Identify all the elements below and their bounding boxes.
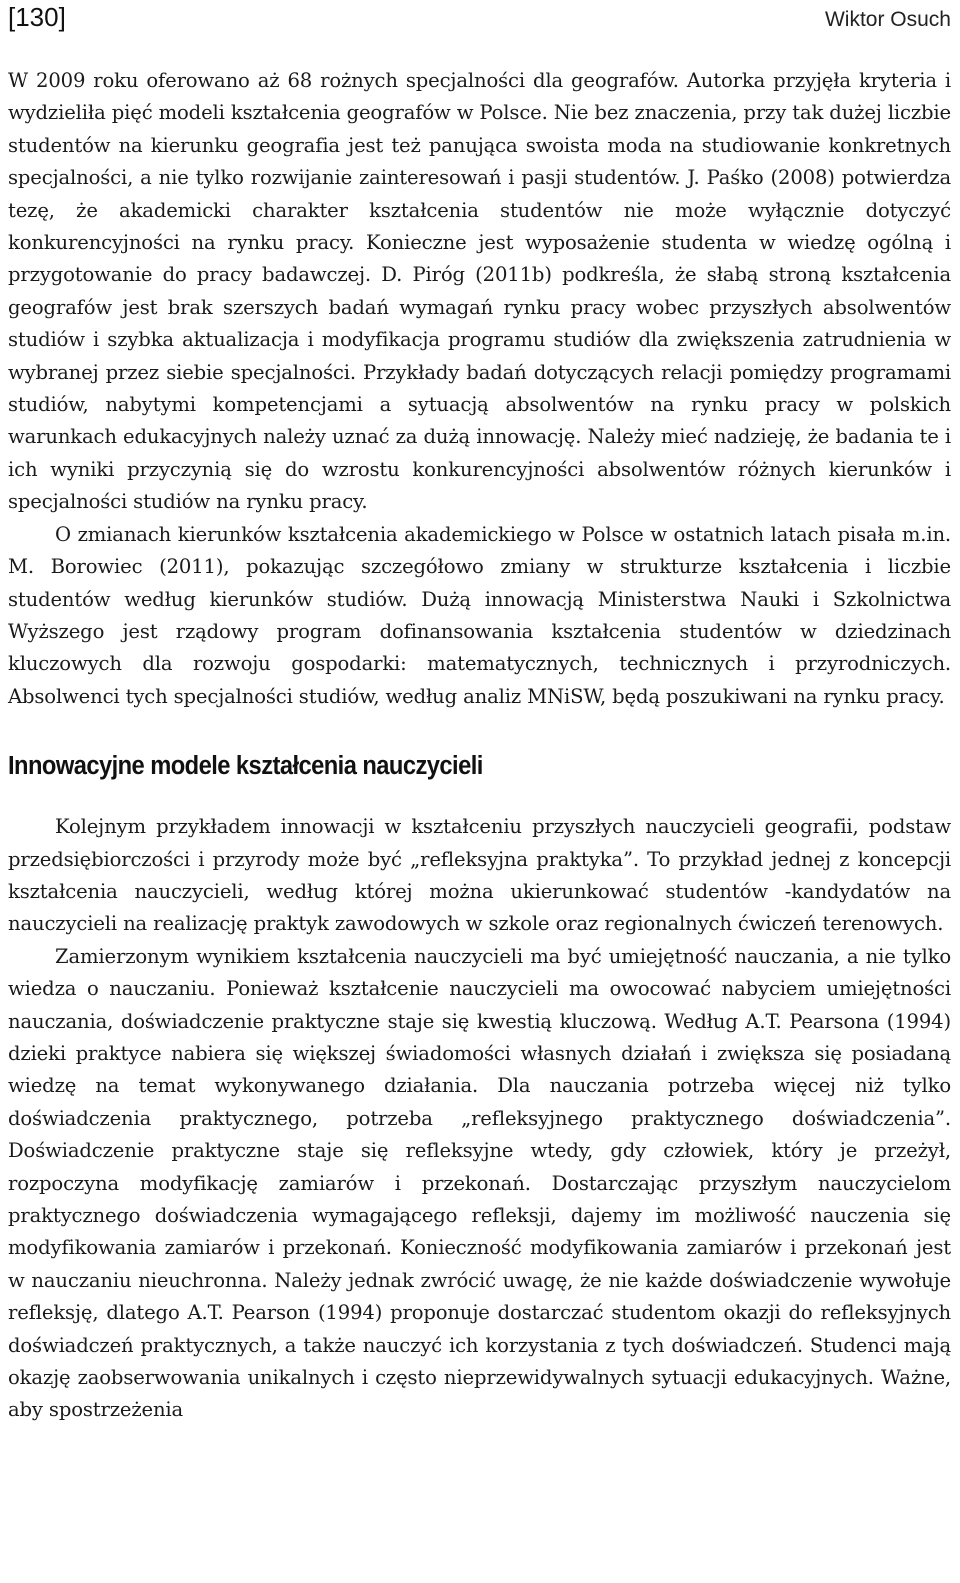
paragraph: Kolejnym przykładem innowacji w kształceniu przyszłych nauczycieli geografii, podstaw przedsiębiorczości i przyrody może być „refleksyjna praktyka”. To przykład jednej z koncepcji kształcenia nauczycieli, według której można ukierunkować studentów -kandydatów na nauczycieli na realizację praktyk zawodowych w szkole oraz regionalnych ćwiczeń terenowych. [8,815,951,936]
paragraph: O zmianach kierunków kształcenia akademickiego w Polsce w ostatnich latach pisała m.in. M. Borowiec (2011), pokazując szczegółowo zmiany w strukturze kształcenia i liczbie studentów według kierunków studiów. Dużą innowacją Ministerstwa Nauki i Szkolnictwa Wyższego jest rządowy program dofinansowania kształcenia studentów w dziedzinach kluczowych dla rozwoju gospodarki: matematycznych, technicznych i przyrodniczych. Absolwenci tych specjalności studiów, według analiz MNiSW, będą poszukiwani na rynku pracy. [8,522,951,708]
section-2-body [8,811,951,1427]
page-number: [130] [8,2,66,32]
section-heading: Innowacyjne modele kształcenia nauczycieli [8,752,483,781]
section-1-body [8,65,951,713]
paragraph: W 2009 roku oferowano aż 68 rożnych specjalności dla geografów. Autorka przyjęła kryteria i wydzieliła pięć modeli kształcenia geografów w Polsce. Nie bez znaczenia, przy tak dużej liczbie studentów na kierunku geografia jest też panująca swoista moda na studiowanie konkretnych specjalności, a nie tylko rozwijanie zainteresowań i pasji studentów. J. Paśko (2008) potwierdza tezę, że akademicki charakter kształcenia studentów nie może wyłącznie dotyczyć konkurencyjności na rynku pracy. Konieczne jest wyposażenie studenta w wiedzę ogólną i przygotowanie do pracy badawczej. D. Piróg (2011b) podkreśla, że słabą stroną kształcenia geografów jest brak szerszych badań wymagań rynku pracy wobec przyszłych absolwentów studiów i szybka aktualizacja i modyfikacja programu studiów dla zwiększenia zatrudnienia w wybranej przez siebie specjalności. Przykłady badań dotyczących relacji pomiędzy programami studiów, nabytymi kompetencjami a sytuacją absolwentów na rynku pracy w polskich warunkach edukacyjnych należy uznać za dużą innowację. Należy mieć nadzieję, że badania te i ich wyniki przyczynią się do wzrostu konkurencyjności absolwentów różnych kierunków i specjalności studiów na rynku pracy. [8,69,951,514]
running-head [8,0,951,34]
author-name: Wiktor Osuch [824,8,951,31]
paragraph: Zamierzonym wynikiem kształcenia nauczycieli ma być umiejętność nauczania, a nie tylko wiedza o nauczaniu. Ponieważ kształcenie nauczycieli ma owocować nabyciem umiejętności nauczania, doświadczenie praktyczne staje się kwestią kluczową. Według A.T. Pearsona (1994) dzieki praktyce nabiera się większej świadomości własnych działań i zwiększa się posiadaną wiedzę na temat wykonywanego działania. Dla nauczania potrzeba więcej niż tylko doświadczenia praktycznego, potrzeba „refleksyjnego praktycznego doświadczenia”. Doświadczenie praktyczne staje się refleksyjne wtedy, gdy człowiek, który je przeżył, rozpoczyna modyfikację zamiarów i przekonań. Dostarczając przyszłym nauczycielom praktycznego doświadczenia wymagającego refleksji, dajemy im możliwość nauczenia się modyfikowania zamiarów i przekonań. Konieczność modyfikowania zamiarów i przekonań jest w nauczaniu nieuchronna. Należy jednak zwrócić uwagę, że nie każde doświadczenie wywołuje refleksję, dlatego A.T. Pearson (1994) proponuje dostarczać studentom okazji do refleksyjnych doświadczeń praktycznych, a także nauczyć ich korzystania z tych doświadczeń. Studenci mają okazję zaobserwowania unikalnych i często nieprzewidywalnych sytuacji edukacyjnych. Ważne, aby spostrzeżenia [8,944,951,1422]
